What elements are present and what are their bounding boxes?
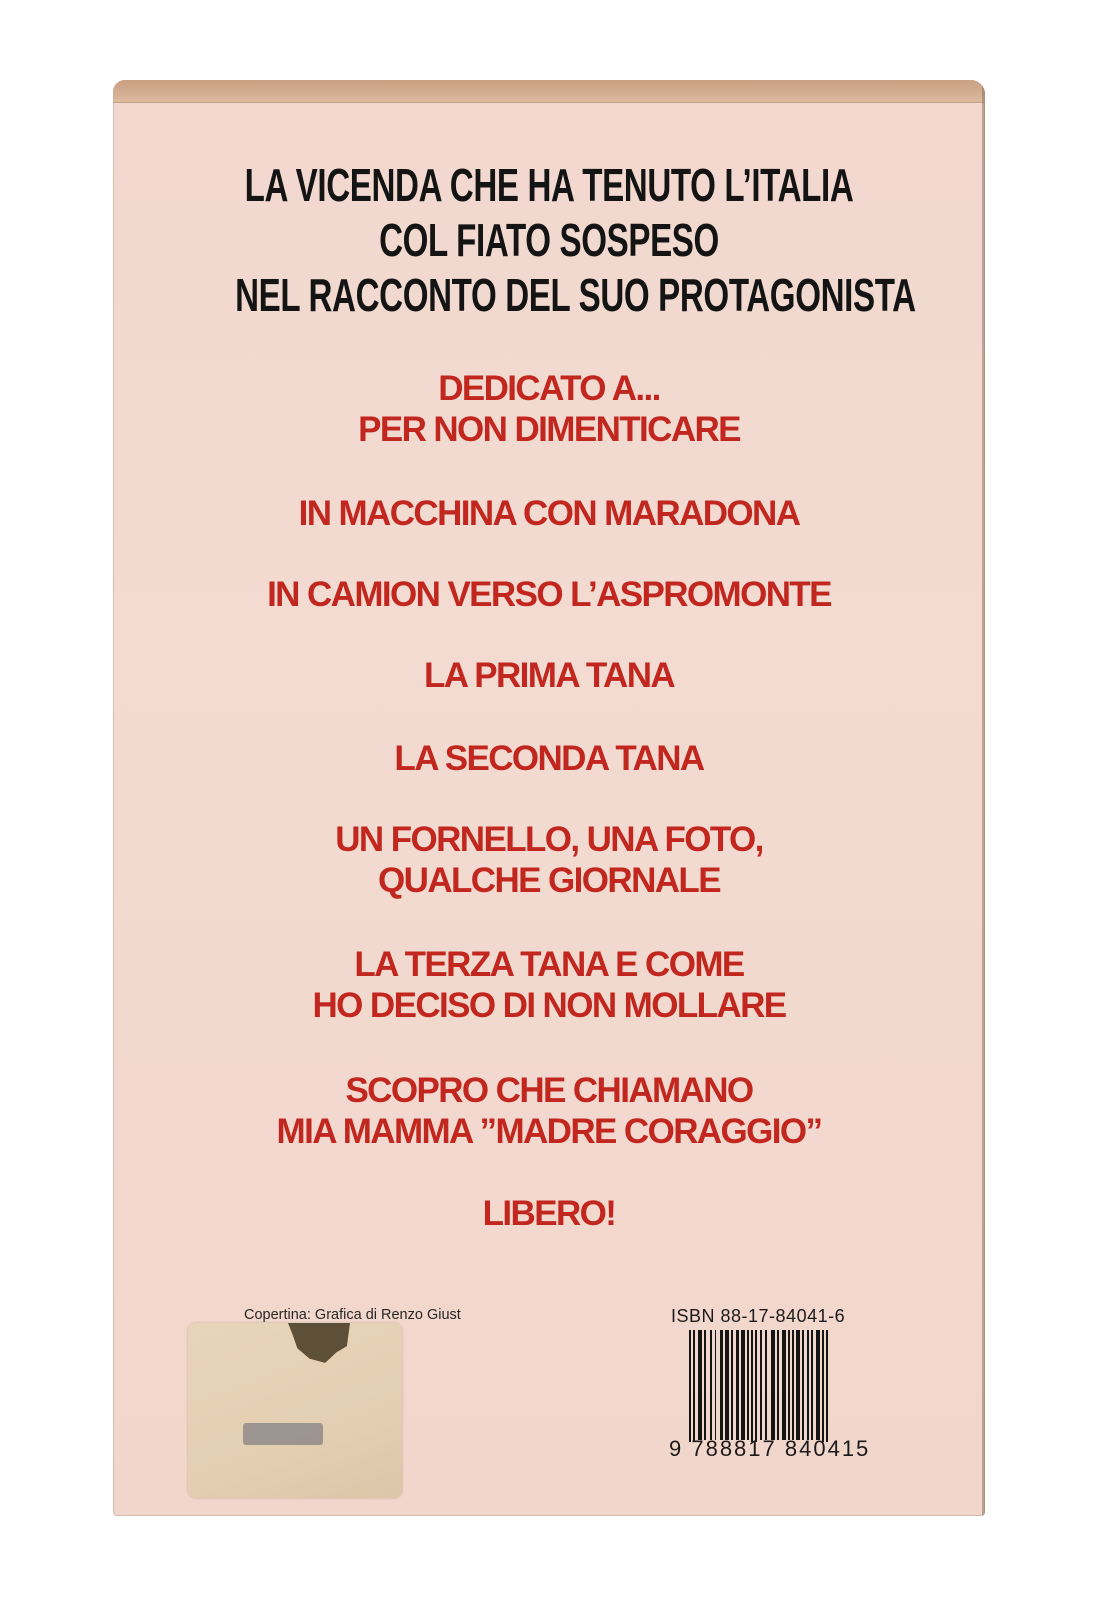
cover-design-credit: Copertina: Grafica di Renzo Giust: [244, 1307, 461, 1323]
barcode-digits: 9 788817 840415: [669, 1436, 871, 1461]
chapter-2-line-1: IN MACCHINA CON MARADONA: [298, 494, 800, 533]
chapter-4-line-1: LA PRIMA TANA: [423, 656, 675, 695]
book-top-edge: [113, 80, 985, 103]
barcode-icon: [689, 1330, 875, 1440]
chapter-1-line-1: DEDICATO A...: [438, 369, 660, 408]
sticker-smudge: [243, 1423, 323, 1445]
chapter-1-line-2: PER NON DIMENTICARE: [358, 410, 740, 449]
chapter-9-line-1: LIBERO!: [482, 1194, 616, 1233]
chapter-6-line-1: UN FORNELLO, UNA FOTO,: [335, 820, 763, 859]
chapter-7-line-1: LA TERZA TANA E COME: [354, 945, 744, 984]
book-back-cover: [113, 80, 985, 1516]
book-right-edge: [982, 80, 985, 1516]
chapter-4: [113, 655, 985, 696]
chapter-6-line-2: QUALCHE GIORNALE: [378, 861, 720, 900]
chapter-2: [113, 493, 985, 534]
chapter-7-line-2: HO DECISO DI NON MOLLARE: [312, 986, 786, 1025]
headline-line-1: LA VICENDA CHE HA TENUTO L’ITALIA: [244, 159, 854, 211]
chapter-9: [113, 1193, 985, 1234]
price-sticker-residue: [188, 1323, 402, 1498]
chapter-1: [113, 368, 985, 450]
chapter-5: [113, 738, 985, 779]
chapter-8-line-1: SCOPRO CHE CHIAMANO: [345, 1071, 753, 1110]
chapter-8-line-2: MIA MAMMA ”MADRE CORAGGIO”: [276, 1112, 822, 1151]
headline-line-2: COL FIATO SOSPESO: [379, 214, 719, 266]
chapter-3: [113, 574, 985, 615]
chapter-8: [113, 1070, 985, 1152]
chapter-3-line-1: IN CAMION VERSO L’ASPROMONTE: [267, 575, 831, 614]
chapter-5-line-1: LA SECONDA TANA: [394, 739, 704, 778]
chapter-6: [113, 819, 985, 901]
sticker-tear: [288, 1323, 350, 1365]
chapter-7: [113, 944, 985, 1026]
headline-line-3: NEL RACCONTO DEL SUO PROTAGONISTA: [235, 269, 916, 321]
isbn-label: ISBN 88-17-84041-6: [671, 1306, 846, 1326]
headline: [235, 158, 916, 323]
